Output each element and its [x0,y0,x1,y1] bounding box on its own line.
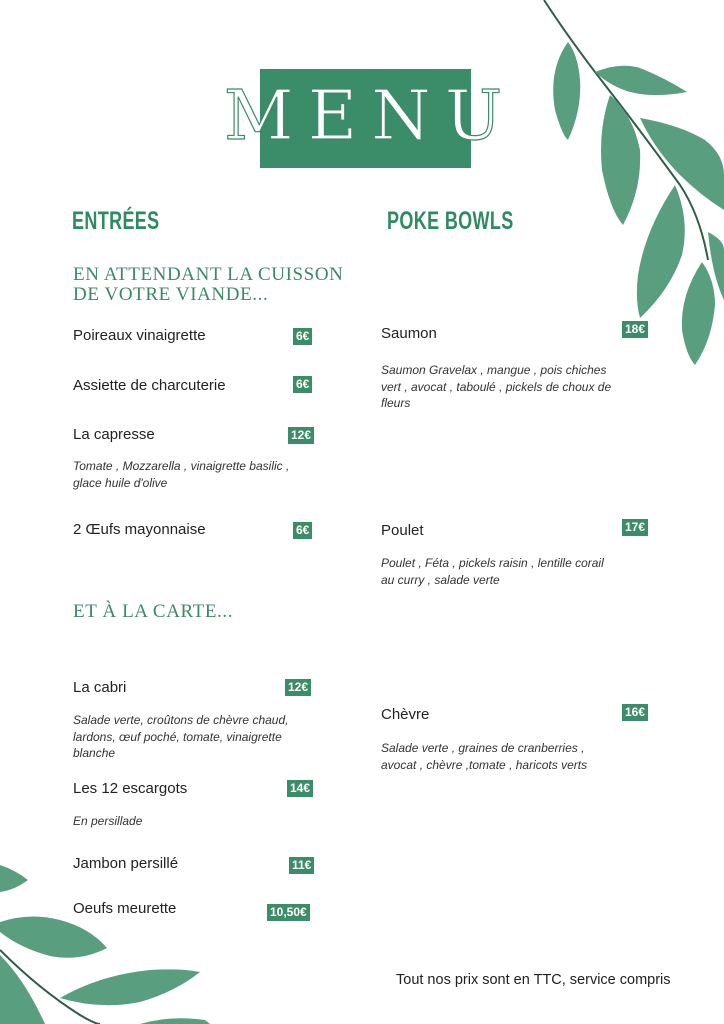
footer-note: Tout nos prix sont en TTC, service compris [396,972,671,988]
menu-item-name: Saumon [381,325,437,342]
price-badge: 11€ [289,857,314,874]
subsection-a-la-carte-heading: ET À LA CARTE... [73,601,234,622]
menu-item-name: La cabri [73,679,127,696]
subsection-heading-line: DE VOTRE VIANDE... [73,284,269,305]
menu-item-name: Les 12 escargots [73,780,188,797]
menu-item-name: La capresse [73,426,155,443]
description-line: blanche [73,746,116,760]
subsection-waiting-heading [73,265,344,305]
description-line: fleurs [381,396,411,410]
leaf-branch-bottom-left-icon [0,850,230,1024]
menu-item-name: Jambon persillé [73,855,179,872]
price-badge: 6€ [293,328,312,345]
menu-item-description [73,458,289,491]
menu-title: MENU [224,77,517,156]
description-line: Salade verte , graines de cranberries , [381,741,585,755]
price-badge: 10,50€ [267,904,310,921]
price-badge: 18€ [622,321,648,338]
price-badge: 14€ [287,780,313,797]
description-line: Poulet , Féta , pickels raisin , lentille corail [381,556,604,570]
price-badge: 6€ [293,522,312,539]
menu-item-name: Poireaux vinaigrette [73,327,206,344]
price-badge: 17€ [622,519,648,536]
description-line: vert , avocat , taboulé , pickels de choux de [381,379,612,394]
menu-item-name: Chèvre [381,706,430,723]
description-line: avocat , chèvre ,tomate , haricots verts [381,757,588,772]
menu-item-name: Assiette de charcuterie [73,377,226,394]
price-badge: 12€ [288,427,314,444]
description-line: Salade verte, croûtons de chèvre chaud, [73,713,289,727]
menu-item-name: 2 Œufs mayonnaise [73,521,206,538]
price-badge: 6€ [293,376,312,393]
menu-item-description [381,740,587,773]
menu-item-description [73,712,288,762]
price-badge: 12€ [285,679,311,696]
entrees-heading: ENTRÉES [72,207,160,235]
description-line: Tomate , Mozzarella , vinaigrette basilic , [73,459,290,473]
menu-item-description [381,362,611,412]
description-line: Saumon Gravelax , mangue , pois chiches [381,363,607,377]
price-badge: 16€ [622,704,648,721]
menu-item-name: Poulet [381,522,424,539]
description-line: En persillade [73,814,143,828]
poke-bowls-heading: POKE BOWLS [387,207,514,235]
menu-item-description [381,555,604,588]
leaf-branch-top-right-icon [530,0,724,370]
description-line: lardons, œuf poché, tomate, vinaigrette [73,729,282,744]
subsection-heading-line: EN ATTENDANT LA CUISSON [73,264,344,285]
menu-item-description [73,813,142,830]
description-line: au curry , salade verte [381,572,500,587]
description-line: glace huile d'olive [73,475,168,490]
menu-item-name: Oeufs meurette [73,900,177,917]
